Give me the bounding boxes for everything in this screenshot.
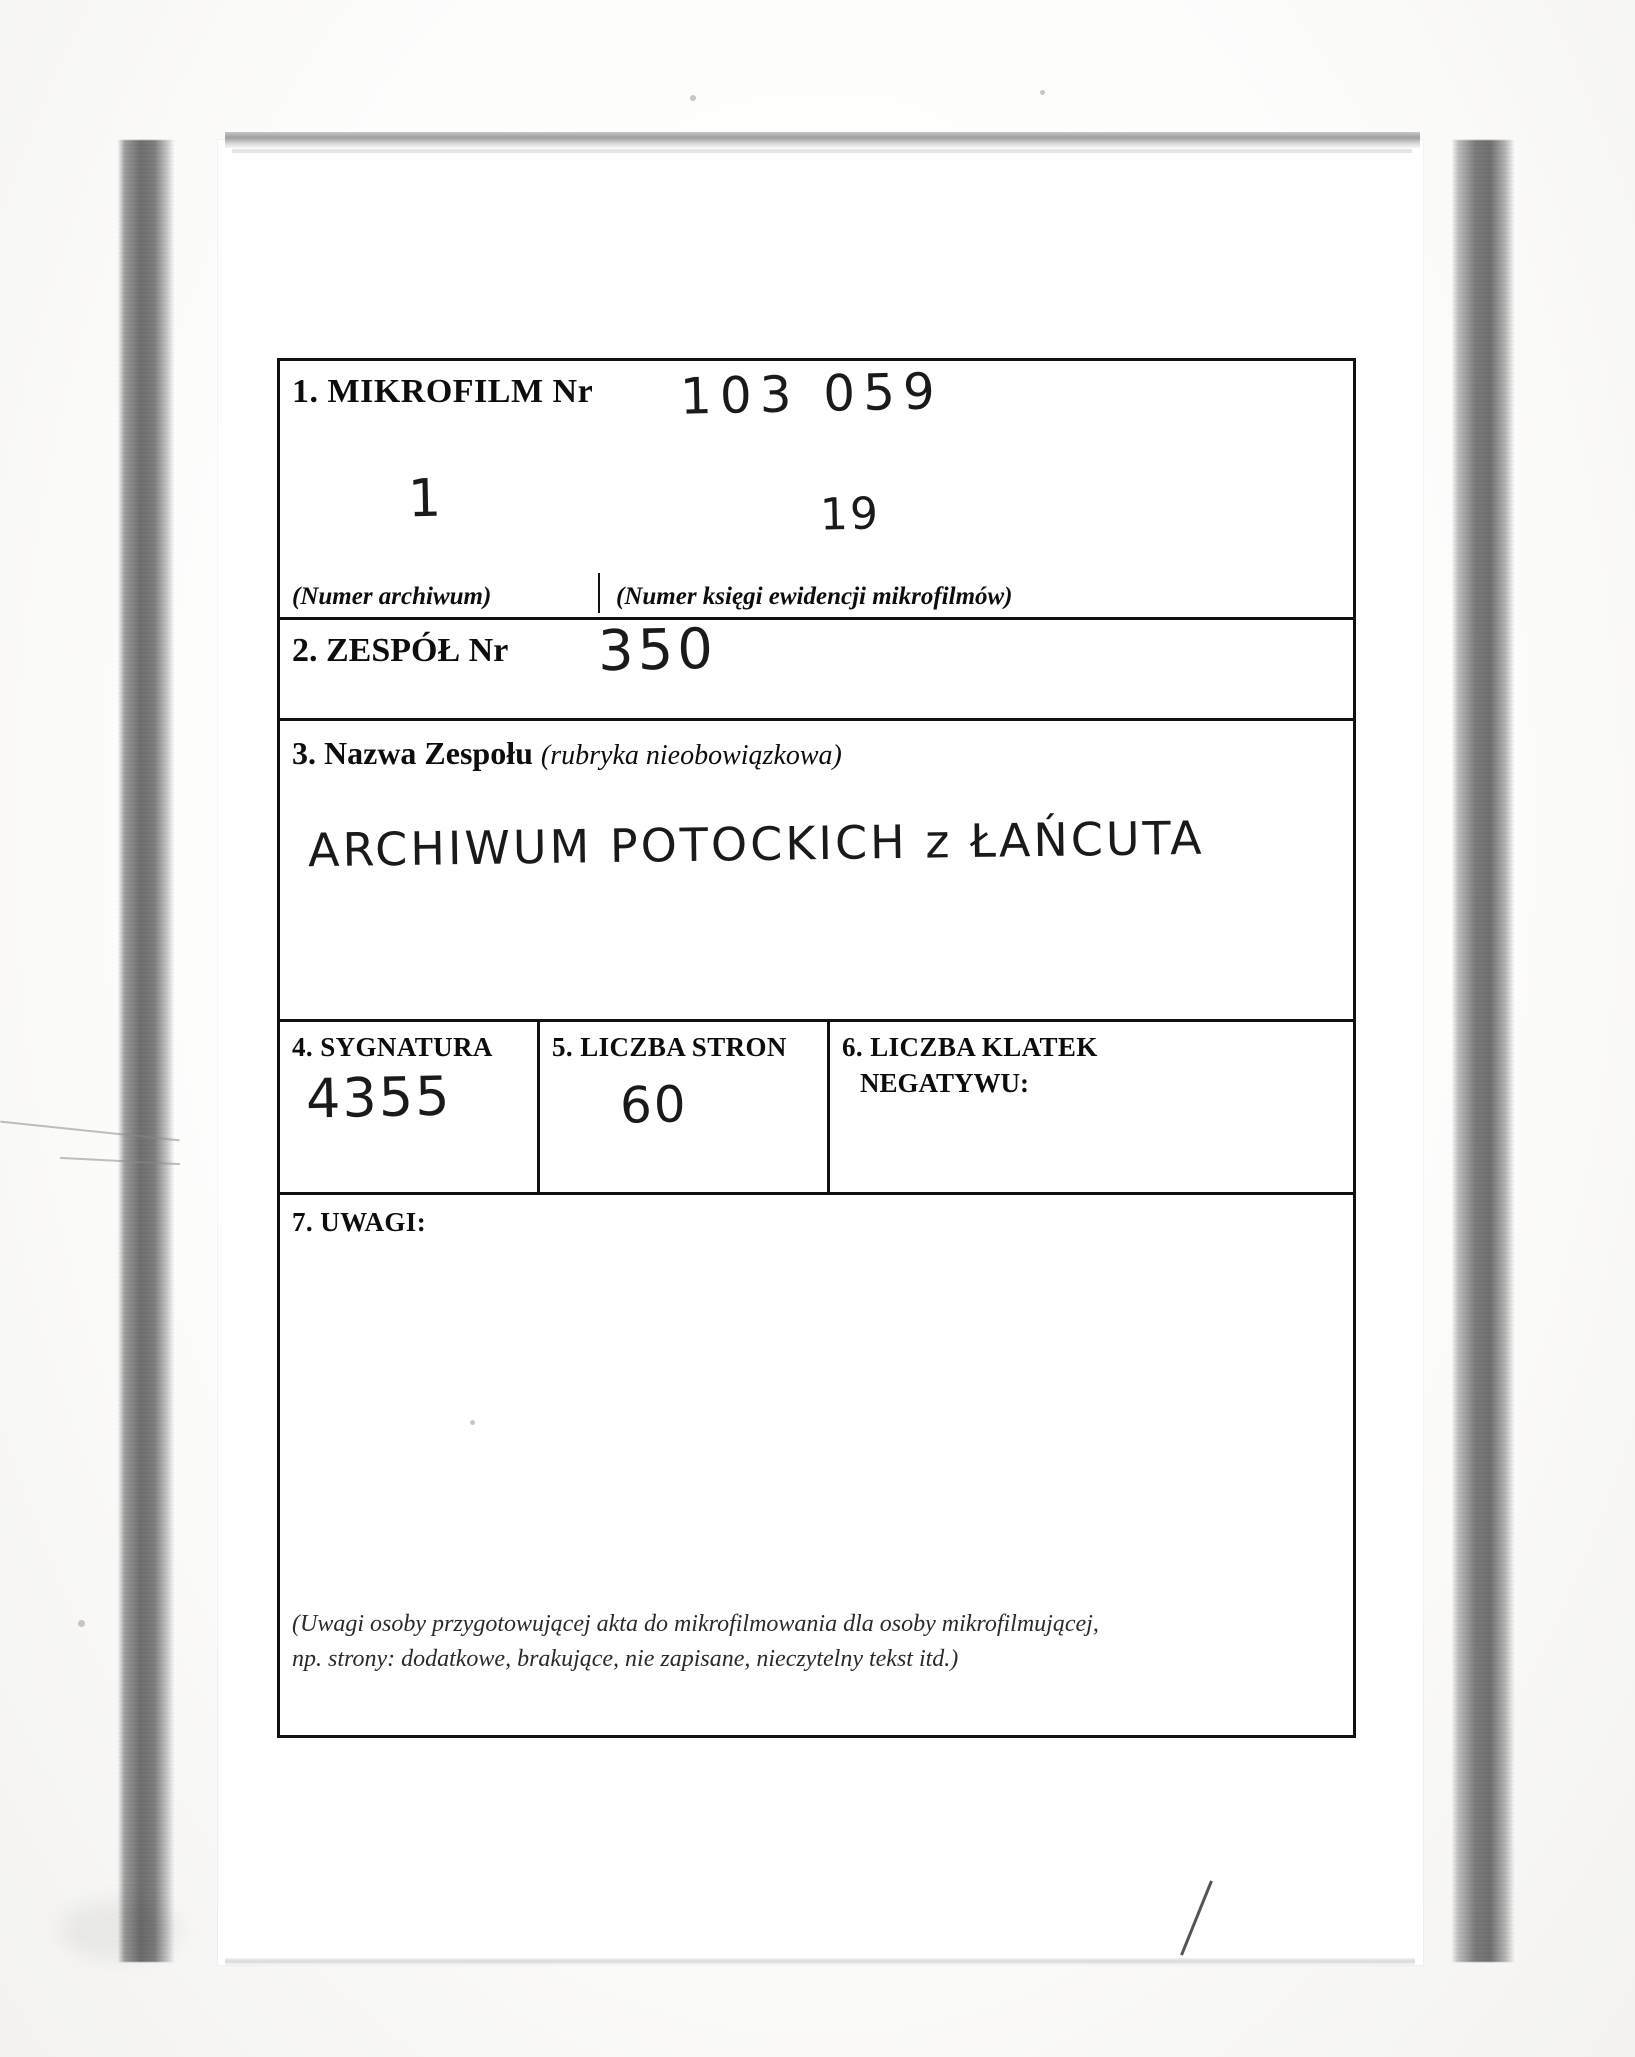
form-row-microfilm xyxy=(280,361,1353,620)
field-label-fonds-number: 2. ZESPÓŁ Nr xyxy=(292,632,509,669)
remarks-footnote xyxy=(292,1607,1322,1677)
form-cell-negative-frame-count xyxy=(830,1022,1353,1192)
form-row-details xyxy=(280,1022,1353,1195)
field-value-register-number: 19 xyxy=(819,488,881,541)
field-value-microfilm-number: 103 059 xyxy=(679,362,944,426)
scan-left-band-texture xyxy=(118,140,174,1962)
form-row-remarks xyxy=(280,1195,1353,1735)
scan-left-dark-band xyxy=(118,140,174,1962)
field-label-signature: 4. SYGNATURA xyxy=(292,1032,493,1062)
field-value-page-count: 60 xyxy=(619,1075,689,1135)
microfilm-form-table xyxy=(277,358,1356,1738)
dust-speck xyxy=(78,1620,85,1627)
field-label-negative-frame-count-line1: 6. LICZBA KLATEK xyxy=(842,1032,1098,1062)
form-row-fonds-number xyxy=(280,616,1353,721)
sublabel-divider xyxy=(598,573,600,613)
field-label-fonds-name-text: 3. Nazwa Zespołu xyxy=(292,735,533,771)
dust-speck xyxy=(690,95,696,101)
form-cell-page-count xyxy=(540,1022,830,1192)
field-sublabel-archive-number: (Numer archiwum) xyxy=(292,583,492,610)
field-value-signature: 4355 xyxy=(305,1064,453,1131)
field-value-fonds-name: ARCHIWUM POTOCKICH z ŁAŃCUTA xyxy=(307,810,1205,878)
field-sublabel-register-number: (Numer księgi ewidencji mikrofilmów) xyxy=(616,583,1013,610)
field-label-fonds-name-note: (rubryka nieobowiązkowa) xyxy=(540,740,842,771)
scan-right-dark-band xyxy=(1452,140,1514,1962)
field-label-microfilm: 1. MIKROFILM Nr xyxy=(292,373,594,410)
paper-bottom-shadow xyxy=(225,1958,1415,1965)
field-value-fonds-number: 350 xyxy=(597,616,718,685)
paper-top-shadow-secondary xyxy=(232,149,1412,153)
field-value-archive-number: 1 xyxy=(407,468,444,530)
field-label-fonds-name xyxy=(292,735,842,772)
scan-smudge-bottom-left xyxy=(60,1900,180,1960)
field-label-page-count: 5. LICZBA STRON xyxy=(552,1032,787,1062)
field-label-negative-frame-count-line2: NEGATYWU: xyxy=(860,1068,1030,1098)
dust-speck xyxy=(1040,90,1045,95)
field-label-remarks: 7. UWAGI: xyxy=(292,1207,427,1237)
form-cell-signature xyxy=(280,1022,540,1192)
remarks-footnote-line-1: (Uwagi osoby przygotowującej akta do mikrofilmowania dla osoby mikrofilmującej, xyxy=(292,1611,1099,1638)
scan-right-band-texture xyxy=(1452,140,1514,1962)
remarks-footnote-line-2: np. strony: dodatkowe, brakujące, nie zapisane, nieczytelny tekst itd.) xyxy=(292,1646,959,1673)
form-row-fonds-name xyxy=(280,721,1353,1022)
paper-top-shadow xyxy=(225,132,1420,148)
